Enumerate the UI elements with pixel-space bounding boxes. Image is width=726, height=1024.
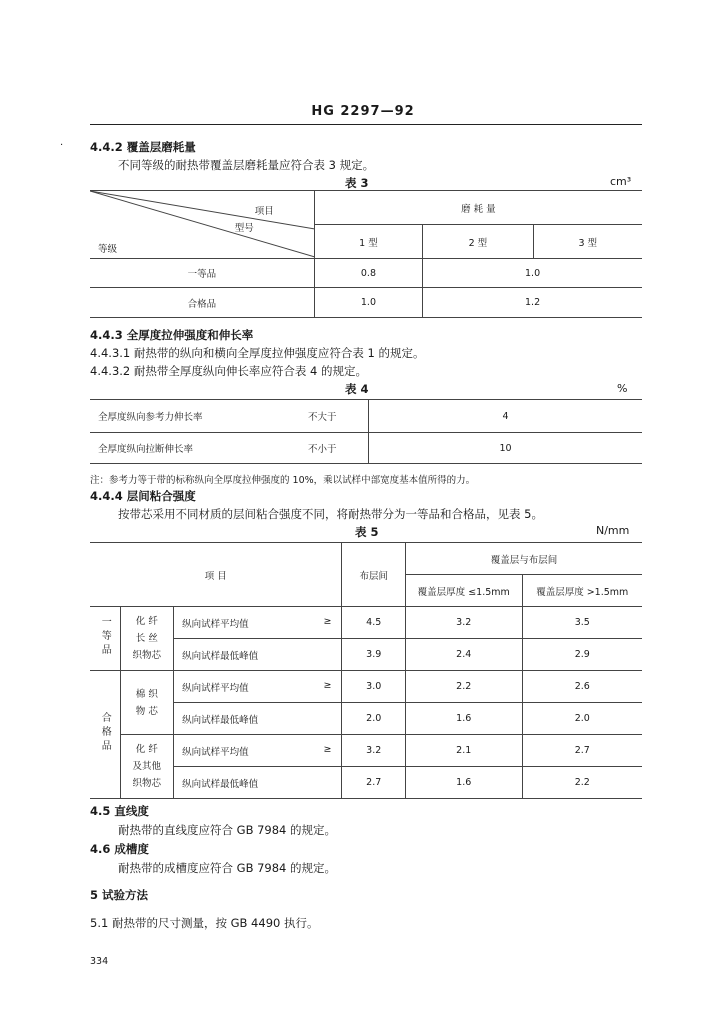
ge-symbol: ≥ <box>323 615 332 627</box>
table5-cell: 3.5 <box>522 607 642 639</box>
table-row <box>90 735 642 767</box>
core-line: 及其他 <box>132 761 162 772</box>
ge-symbol: ≥ <box>323 743 332 755</box>
table-row <box>90 433 642 464</box>
table5-cell: 2.0 <box>522 703 642 735</box>
table5-cell: 2.2 <box>522 767 642 799</box>
table3-unit: cm³ <box>610 175 632 188</box>
margin-dot: · <box>60 140 64 151</box>
table5-test-label: 纵向试样最低峰值 <box>174 703 342 735</box>
table5-cell: 2.1 <box>405 735 522 767</box>
document-header: HG 2297—92 <box>311 104 415 119</box>
table5-test-label: 纵向试样平均值 ≥ <box>174 607 342 639</box>
core-line: 物 芯 <box>135 705 158 717</box>
table4-item: 全厚度纵向参考力伸长率 <box>90 400 308 433</box>
grade-label: 一等品 <box>99 616 111 658</box>
table5-test-label: 纵向试样最低峰值 <box>174 767 342 799</box>
table3-cell: 1.0 <box>314 288 422 318</box>
section-4-4-4-text: 按带芯采用不同材质的层间粘合强度不同，将耐热带分为一等品和合格品，见表 5。 <box>118 507 543 521</box>
table4-item: 全厚度纵向拉断伸长率 <box>90 433 308 464</box>
table5-test-label: 纵向试样最低峰值 <box>174 639 342 671</box>
table-row <box>90 288 642 318</box>
section-4-4-2-heading: 4.4.2 覆盖层磨耗量 <box>90 140 196 154</box>
table5-head-thick: 覆盖层厚度 >1.5mm <box>522 575 642 607</box>
core-line: 化 纤 <box>135 744 158 755</box>
table5-cell: 4.5 <box>342 607 405 639</box>
table-row <box>90 767 642 799</box>
table3-diagonal-header <box>90 191 314 259</box>
section-4-4-4-heading: 4.4.4 层间粘合强度 <box>90 489 196 503</box>
table5-head-item: 项 目 <box>90 543 342 607</box>
table5-caption: 表 5 <box>355 525 379 539</box>
table5-head-thin: 覆盖层厚度 ≤1.5mm <box>405 575 522 607</box>
table5-cell: 1.6 <box>405 703 522 735</box>
table-row <box>90 671 642 703</box>
section-4-5-text: 耐热带的直线度应符合 GB 7984 的规定。 <box>118 823 337 837</box>
table3-cell: 0.8 <box>314 259 422 288</box>
section-4-4-3-1: 4.4.3.1 耐热带的纵向和横向全厚度拉伸强度应符合表 1 的规定。 <box>90 346 425 360</box>
table5-test-label: 纵向试样平均值 ≥ <box>174 671 342 703</box>
table5-cell: 2.6 <box>522 671 642 703</box>
table4-unit: % <box>617 382 628 395</box>
table-3 <box>90 190 642 318</box>
table5-cell: 3.9 <box>342 639 405 671</box>
section-4-5-heading: 4.5 直线度 <box>90 804 149 818</box>
table5-cell: 1.6 <box>405 767 522 799</box>
table5-cell: 2.2 <box>405 671 522 703</box>
table3-caption: 表 3 <box>345 176 369 190</box>
table4-value: 4 <box>369 400 643 433</box>
section-4-6-heading: 4.6 成槽度 <box>90 842 149 856</box>
section-4-6-text: 耐热带的成槽度应符合 GB 7984 的规定。 <box>118 861 337 875</box>
table5-cell: 3.2 <box>405 607 522 639</box>
section-5-heading: 5 试验方法 <box>90 888 149 902</box>
table5-cell: 2.4 <box>405 639 522 671</box>
table5-grade-1 <box>90 607 120 671</box>
table3-grade: 合格品 <box>90 288 314 318</box>
core-line: 织物芯 <box>132 650 162 661</box>
section-4-4-3-2: 4.4.3.2 耐热带全厚度纵向伸长率应符合表 4 的规定。 <box>90 364 368 378</box>
table3-cell: 1.2 <box>423 288 642 318</box>
table5-cell: 3.0 <box>342 671 405 703</box>
table5-cell: 2.0 <box>342 703 405 735</box>
table3-cell: 1.0 <box>423 259 642 288</box>
table-row <box>90 703 642 735</box>
table3-head-type: 型号 <box>234 223 254 234</box>
table4-cond: 不小于 <box>308 433 369 464</box>
table3-grade: 一等品 <box>90 259 314 288</box>
core-line: 长 丝 <box>135 633 158 644</box>
table4-cond: 不大于 <box>308 400 369 433</box>
table-row <box>90 400 642 433</box>
table5-cell: 3.2 <box>342 735 405 767</box>
section-5-1-text: 5.1 耐热带的尺寸测量，按 GB 4490 执行。 <box>90 916 319 930</box>
table5-head-ply: 布层间 <box>342 543 405 607</box>
table5-test-label: 纵向试样平均值 ≥ <box>174 735 342 767</box>
diagonal-lines <box>90 191 315 259</box>
table5-head-cover: 覆盖层与布层间 <box>405 543 642 575</box>
table5-core-2 <box>120 671 174 735</box>
table5-cell: 2.9 <box>522 639 642 671</box>
section-4-4-3-heading: 4.4.3 全厚度拉伸强度和伸长率 <box>90 328 254 342</box>
table5-cell: 2.7 <box>342 767 405 799</box>
table5-core-3 <box>120 735 174 799</box>
table3-head-grade: 等级 <box>98 244 118 255</box>
core-line: 织物芯 <box>132 778 162 789</box>
ge-symbol: ≥ <box>323 679 332 691</box>
section-4-4-2-text: 不同等级的耐热带覆盖层磨耗量应符合表 3 规定。 <box>118 158 375 172</box>
table5-grade-2 <box>90 671 120 799</box>
table3-head-item: 项目 <box>254 206 274 217</box>
table5-cell: 2.7 <box>522 735 642 767</box>
table4-note: 注：参考力等于带的标称纵向全厚度拉伸强度的 10%，乘以试样中部宽度基本值所得的力。 <box>90 475 476 486</box>
core-line: 化 纤 <box>135 616 158 627</box>
table5-unit: N/mm <box>596 524 630 537</box>
core-line: 棉 织 <box>135 688 158 700</box>
table-5 <box>90 542 642 799</box>
table3-type-1: 1 型 <box>314 225 422 259</box>
table3-type-3: 3 型 <box>533 225 642 259</box>
table3-type-2: 2 型 <box>423 225 533 259</box>
table-row <box>90 639 642 671</box>
table4-caption: 表 4 <box>345 382 369 396</box>
table-4 <box>90 399 642 464</box>
table3-group-header: 磨 耗 量 <box>314 191 642 225</box>
table-row <box>90 259 642 288</box>
grade-label: 合格品 <box>99 712 111 754</box>
page-number: 334 <box>90 956 109 967</box>
table4-value: 10 <box>369 433 643 464</box>
table5-core-1 <box>120 607 174 671</box>
header-rule <box>90 124 642 125</box>
table-row <box>90 607 642 639</box>
